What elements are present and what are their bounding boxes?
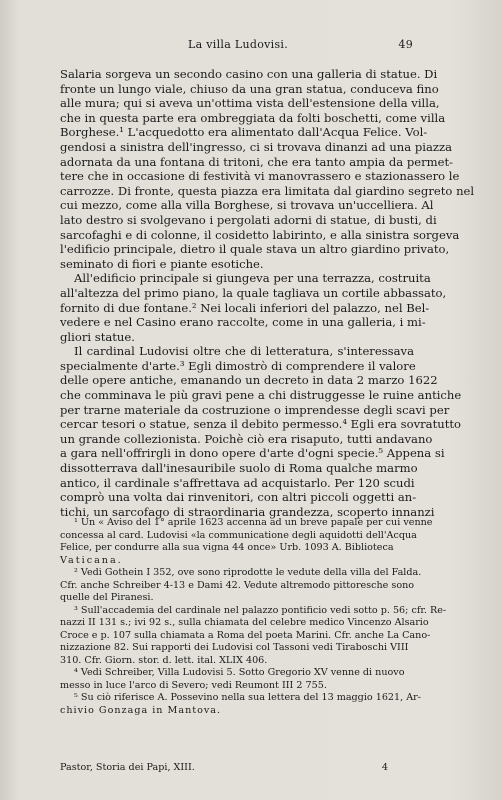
text-line: Salaria sorgeva un secondo casino con una galleria di statue. Di <box>60 67 438 81</box>
main-text <box>60 67 475 519</box>
footnote-line: 310. Cfr. Giorn. stor. d. lett. ital. XLIX 406. <box>60 654 268 666</box>
running-title: La villa Ludovisi. <box>188 38 289 51</box>
text-line: Borghese.¹ L'acquedotto era alimentato dall'Acqua Felice. Vol- <box>60 125 428 140</box>
text-line: dissotterrava dall'inesauribile suolo di Roma qualche marmo <box>60 461 418 476</box>
footnote-line: Felice, per condurre alla sua vigna 44 once» Urb. 1093 A. Biblioteca <box>60 542 394 553</box>
text-line: fornito di due fontane.² Nei locali inferiori del palazzo, nel Bel- <box>60 300 430 315</box>
footnote-line: chivio Gonzaga in Mantova. <box>60 704 222 716</box>
text-line: cui mezzo, come alla villa Borghese, si trovava un'uccelliera. Al <box>60 198 434 213</box>
footnote-line: ⁴ Vedi Schreiber, Villa Ludovisi 5. Sotto Gregorio XV venne di nuovo <box>74 667 405 678</box>
footnote-line: Vaticana. <box>60 554 123 566</box>
text-line: gliori statue. <box>60 329 135 344</box>
text-line: seminato di fiori e piante esotiche. <box>60 256 264 271</box>
footnote-line: ⁵ Su ciò riferisce A. Possevino nella sua lettera del 13 maggio 1621, Ar- <box>74 692 421 703</box>
text-line: che comminava le più gravi pene a chi distruggesse le ruine antiche <box>60 388 462 403</box>
text-line: cercar tesori o statue, senza il debito permesso.⁴ Egli era sovratutto <box>60 417 461 432</box>
footnote-line: quelle del Piranesi. <box>60 592 154 603</box>
text-line: comprò una volta dai rinvenitori, con altri piccoli oggetti an- <box>60 490 417 505</box>
text-line: vedere e nel Casino erano raccolte, come in una galleria, i mi- <box>60 315 426 330</box>
text-line: alle mura; qui si aveva un'ottima vista dell'estensione della villa, <box>60 96 440 111</box>
text-line: gendosi a sinistra dell'ingresso, ci si trovava dinanzi ad una piazza <box>60 139 453 154</box>
text-line: all'altezza del primo piano, la quale tagliava un cortile abbassato, <box>60 285 447 300</box>
text-line: tere che in occasione di festività vi manovrassero e stazionassero le <box>60 169 460 184</box>
signature-number: 4 <box>381 762 388 773</box>
footnote-line: messo in luce l'arco di Severo; vedi Reumont III 2 755. <box>60 679 327 691</box>
text-line: antico, il cardinale s'affrettava ad acquistarlo. Per 120 scudi <box>60 475 415 490</box>
text-line: per trarne materiale da costruzione o imprendesse degli scavi per <box>60 402 450 417</box>
text-line: specialmente d'arte.³ Egli dimostrò di comprendere il valore <box>60 358 416 373</box>
footnote-line: Cfr. anche Schreiber 4-13 e Dami 42. Vedute altremodo pittoresche sono <box>60 579 415 591</box>
footnotes <box>60 517 447 717</box>
text-line: a gara nell'offrirgli in dono opere d'arte d'ogni specie.⁵ Appena si <box>60 446 445 461</box>
text-line: che in questa parte era ombreggiata da folti boschetti, come villa <box>60 110 446 125</box>
footnote-line: nazzi II 131 s.; ivi 92 s., sulla chiamata del celebre medico Vincenzo Alsario <box>60 617 429 628</box>
text-line: l'edificio principale, dietro il quale stava un altro giardino privato, <box>60 242 450 257</box>
text-line: All'edificio principale si giungeva per una terrazza, costruita <box>74 271 431 286</box>
footnote-line: ² Vedi Gothein I 352, ove sono riprodotte le vedute della villa del Falda. <box>74 567 422 578</box>
book-signature: Pastor, Storia dei Papi, XIII. <box>60 762 195 773</box>
text-line: fronte un lungo viale, chiuso da una gran statua, conduceva fino <box>60 81 439 96</box>
text-line: delle opere antiche, emanando un decreto in data 2 marzo 1622 <box>60 373 438 388</box>
footnote-line: nizzazione 82. Sui rapporti dei Ludovisi col Tassoni vedi Tiraboschi VIII <box>60 642 409 653</box>
text-line: un grande collezionista. Poichè ciò era risaputo, tutti andavano <box>60 431 433 446</box>
text-line: adornata da una fontana di tritoni, che era tanto ampia da permet- <box>60 154 454 169</box>
text-line: Il cardinal Ludovisi oltre che di letteratura, s'interessava <box>74 344 414 359</box>
text-line: sarcofaghi e di colonne, il cosidetto labirinto, e alla sinistra sorgeva <box>60 227 460 242</box>
footnote-line: Croce e p. 107 sulla chiamata a Roma del poeta Marini. Cfr. anche La Cano- <box>60 629 431 641</box>
footnote-line: concessa al card. Ludovisi «la communicatione degli aquidotti dell'Acqua <box>60 529 417 541</box>
footnote-line: ³ Sull'accademia del cardinale nel palazzo pontificio vedi sotto p. 56; cfr. Re- <box>74 604 447 616</box>
text-line: tichi, un sarcofago di straordinaria grandezza, scoperto innanzi <box>60 504 435 519</box>
page-number: 49 <box>398 38 413 51</box>
text-line: lato destro si svolgevano i pergolati adorni di statue, di busti, di <box>60 212 437 227</box>
text-line: carrozze. Di fronte, questa piazza era limitata dal giardino segreto nel <box>60 183 475 198</box>
footnote-line: ¹ Un « Aviso del 1° aprile 1623 accenna ad un breve papale per cui venne <box>74 517 433 528</box>
